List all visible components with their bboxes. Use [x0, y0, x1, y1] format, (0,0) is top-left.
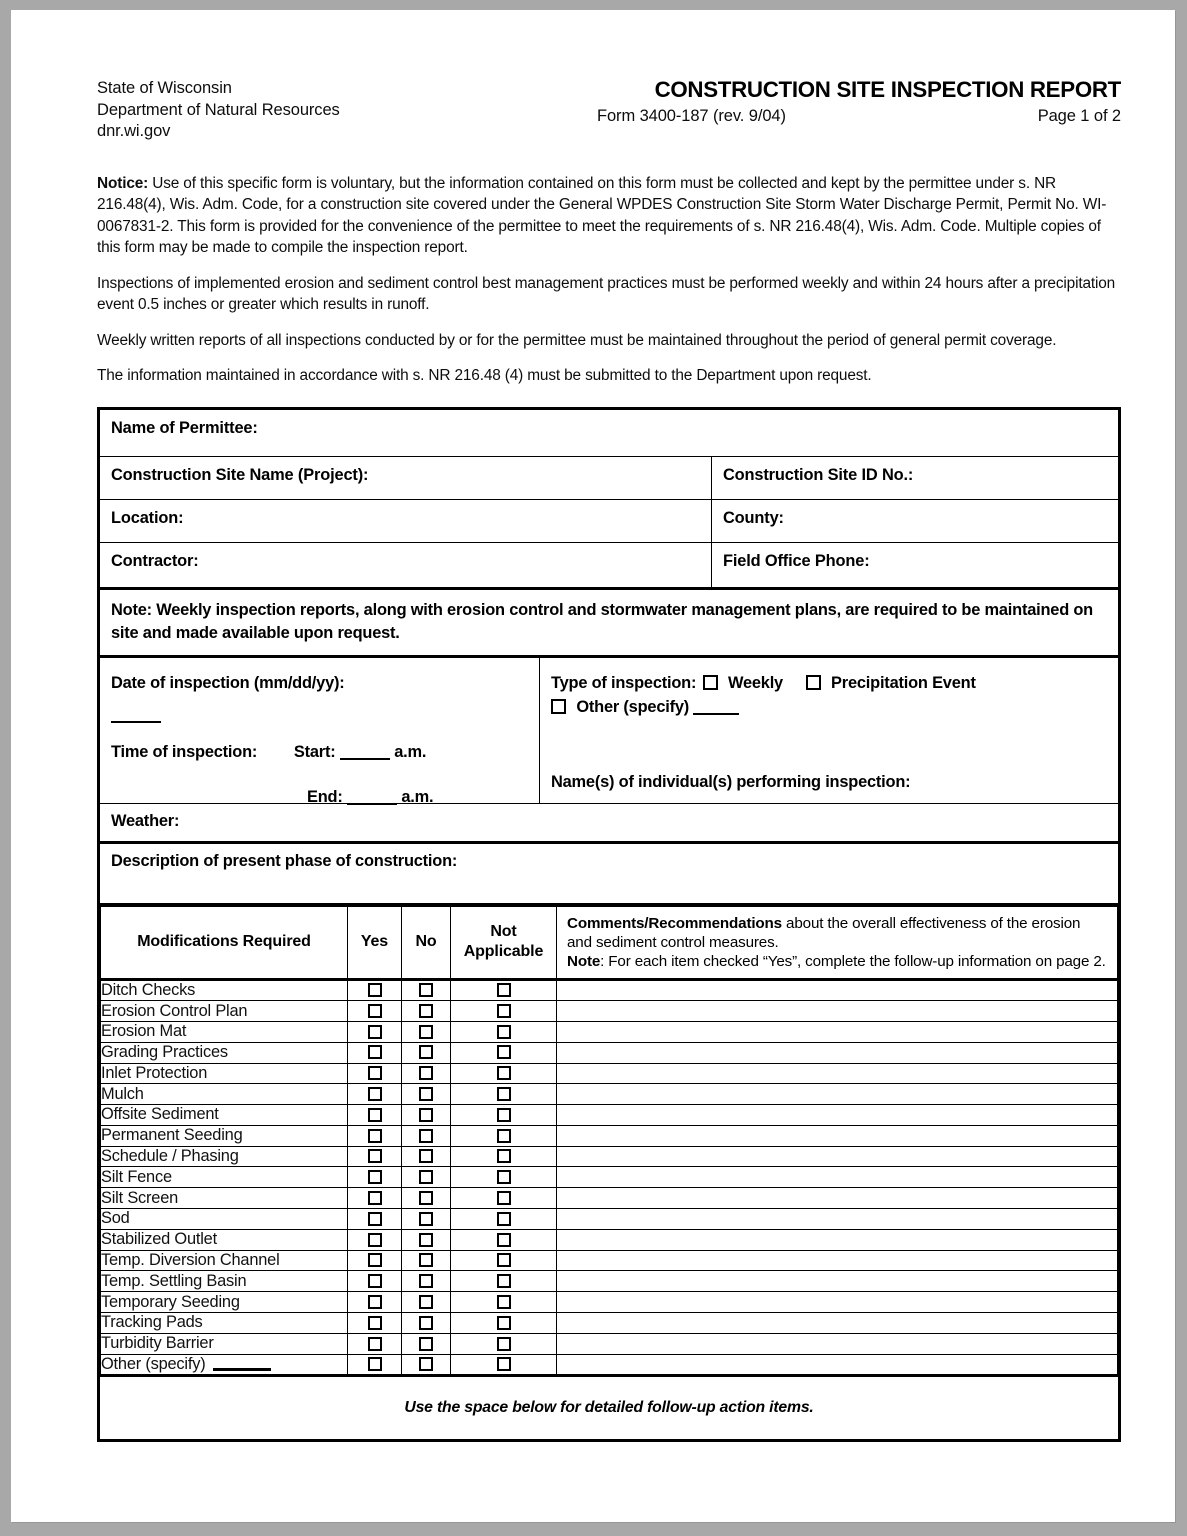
inspection-right-column [540, 658, 1118, 803]
table-row [101, 1209, 1118, 1230]
table-row [101, 1084, 1118, 1105]
checkbox-cell-na[interactable] [451, 1084, 557, 1105]
checkbox-na-icon[interactable] [497, 1337, 511, 1351]
checkbox-na-icon[interactable] [497, 1004, 511, 1018]
table-row [101, 1105, 1118, 1126]
checkbox-cell-no[interactable] [402, 1250, 451, 1271]
checkbox-no-icon[interactable] [419, 1295, 433, 1309]
row-site-name [100, 457, 1118, 500]
checkbox-cell-no[interactable] [402, 1021, 451, 1042]
comments-cell[interactable] [557, 1292, 1118, 1313]
type-of-inspection-row [551, 674, 1118, 693]
checkbox-yes-icon[interactable] [368, 1149, 382, 1163]
checkbox-na-icon[interactable] [497, 1170, 511, 1184]
row-permittee [100, 410, 1118, 457]
checkbox-cell-yes[interactable] [348, 1167, 402, 1188]
header-na-line1: Not [490, 923, 517, 941]
table-row [101, 1146, 1118, 1167]
checkbox-yes-icon[interactable] [368, 1191, 382, 1205]
notice-label: Notice: [97, 174, 149, 192]
checkbox-na-icon[interactable] [497, 1149, 511, 1163]
checkbox-no-icon[interactable] [419, 1191, 433, 1205]
comments-cell[interactable] [557, 1146, 1118, 1167]
agency-department: Department of Natural Resources [97, 100, 340, 119]
checkbox-yes-icon[interactable] [368, 1108, 382, 1122]
checkbox-no-icon[interactable] [419, 1274, 433, 1288]
table-row [101, 1167, 1118, 1188]
agency-state: State of Wisconsin [97, 79, 232, 97]
checkbox-cell-yes[interactable] [348, 1209, 402, 1230]
checkbox-no-icon[interactable] [419, 1357, 433, 1371]
checkbox-yes-icon[interactable] [368, 983, 382, 997]
row-label: Temp. Settling Basin [101, 1271, 348, 1292]
checkbox-cell-na[interactable] [451, 1188, 557, 1209]
header-comments-recommendations [557, 906, 1118, 980]
notice-paragraph-3: Weekly written reports of all inspections conducted by or for the permittee must be maintained throughout the period of general permit coverage. [97, 331, 1057, 349]
field-names-performing-inspection[interactable]: Name(s) of individual(s) performing inspection: [551, 772, 911, 791]
row-label: Silt Screen [101, 1188, 348, 1209]
form-meta [597, 107, 1121, 126]
checkbox-cell-yes[interactable] [348, 1292, 402, 1313]
field-weather[interactable] [100, 804, 1118, 844]
checkbox-yes-icon[interactable] [368, 1025, 382, 1039]
label-time-of-inspection: Time of inspection: [111, 742, 258, 761]
checkbox-yes-icon[interactable] [368, 1295, 382, 1309]
checkbox-na-icon[interactable] [497, 983, 511, 997]
checkbox-cell-yes[interactable] [348, 1188, 402, 1209]
notice-paragraph-2: Inspections of implemented erosion and sediment control best management practices must be performed weekly and within 24 hours after a precipitation event 0.5 inches or greater which results in runoff. [97, 274, 1116, 313]
checkbox-no-icon[interactable] [419, 1087, 433, 1101]
checkbox-cell-no[interactable] [402, 1105, 451, 1126]
comments-cell[interactable] [557, 1105, 1118, 1126]
row-label: Stabilized Outlet [101, 1229, 348, 1250]
comments-cell[interactable] [557, 1125, 1118, 1146]
modifications-required-table [100, 906, 1118, 1377]
table-row [101, 1125, 1118, 1146]
followup-note: Use the space below for detailed follow-up action items. [404, 1398, 814, 1416]
label-start: Start: [293, 742, 336, 761]
checkbox-cell-yes[interactable] [348, 1063, 402, 1084]
table-row [101, 980, 1118, 1001]
table-row [101, 1042, 1118, 1063]
table-header-row [101, 906, 1118, 980]
comments-cell[interactable] [557, 1313, 1118, 1334]
checkbox-na-icon[interactable] [497, 1274, 511, 1288]
checkbox-cell-no[interactable] [402, 1209, 451, 1230]
checkbox-yes-icon[interactable] [368, 1233, 382, 1247]
header-yes: Yes [348, 906, 402, 980]
checkbox-cell-na[interactable] [451, 1313, 557, 1334]
checkbox-na-icon[interactable] [497, 1129, 511, 1143]
checkbox-cell-na[interactable] [451, 1021, 557, 1042]
header-comments-rest: about the overall effectiveness of the erosion and sediment control measures. [567, 914, 1081, 951]
checkbox-cell-na[interactable] [451, 1125, 557, 1146]
checkbox-cell-no[interactable] [402, 1167, 451, 1188]
checkbox-yes-icon[interactable] [368, 1316, 382, 1330]
checkbox-na-icon[interactable] [497, 1066, 511, 1080]
checkbox-cell-yes[interactable] [348, 1021, 402, 1042]
other-specify-blank[interactable] [693, 713, 739, 715]
field-description-of-phase[interactable] [100, 844, 1118, 906]
row-label: Offsite Sediment [101, 1105, 348, 1126]
row-label: Erosion Mat [101, 1021, 348, 1042]
notice-block [97, 173, 1121, 387]
comments-cell[interactable] [557, 1167, 1118, 1188]
checkbox-cell-yes[interactable] [348, 1354, 402, 1375]
row-contractor [100, 543, 1118, 590]
checkbox-cell-yes[interactable] [348, 1250, 402, 1271]
notice-text-1: Use of this specific form is voluntary, but the information contained on this form must be collected and kept by the permittee under s. NR 216.48(4), Wis. Adm. Code, for a construction site covered under the General WPDES Construction Site Storm Water Discharge Permit, Permit No. WI-0067831-2. This form is provided for the convenience of the permittee to meet the requirements of s. NR 216.48(4), Wis. Adm. Code. Multiple copies of this form may be made to compile the inspection report. [97, 174, 1107, 256]
row-label: Grading Practices [101, 1042, 348, 1063]
checkbox-cell-yes[interactable] [348, 1146, 402, 1167]
label-end-ampm: a.m. [401, 787, 434, 806]
field-name-of-permittee[interactable]: Name of Permittee: [111, 418, 258, 437]
checkbox-no-icon[interactable] [419, 1025, 433, 1039]
checkbox-na-icon[interactable] [497, 1087, 511, 1101]
note-text: Note: Weekly inspection reports, along with erosion control and stormwater management plans, are required to be maintained on site and made available upon request. [111, 600, 1093, 642]
comments-cell[interactable] [557, 1333, 1118, 1354]
checkbox-yes-icon[interactable] [368, 1274, 382, 1288]
label-other-specify: Other (specify) [576, 697, 690, 716]
checkbox-na-icon[interactable] [497, 1316, 511, 1330]
row-label: Sod [101, 1209, 348, 1230]
checkbox-cell-no[interactable] [402, 1042, 451, 1063]
checkbox-na-icon[interactable] [497, 1045, 511, 1059]
comments-cell[interactable] [557, 1271, 1118, 1292]
label-precipitation-event: Precipitation Event [831, 673, 976, 692]
header-not-applicable [451, 906, 557, 980]
label-weather: Weather: [111, 811, 180, 830]
checkbox-cell-yes[interactable] [348, 1105, 402, 1126]
table-row [101, 1229, 1118, 1250]
end-time-blank[interactable] [347, 803, 397, 805]
table-row [101, 1271, 1118, 1292]
row-label: Inlet Protection [101, 1063, 348, 1084]
checkbox-no-icon[interactable] [419, 1316, 433, 1330]
comments-cell[interactable] [557, 1084, 1118, 1105]
checkbox-cell-na[interactable] [451, 1271, 557, 1292]
header-modifications-required: Modifications Required [101, 906, 348, 980]
label-type-of-inspection: Type of inspection: [551, 673, 697, 692]
checkbox-cell-no[interactable] [402, 1229, 451, 1250]
checkbox-no-icon[interactable] [419, 1129, 433, 1143]
checkbox-yes-icon[interactable] [368, 1337, 382, 1351]
inspection-details-block [100, 658, 1118, 804]
date-blank[interactable] [111, 721, 161, 723]
checkbox-yes-icon[interactable] [368, 1170, 382, 1184]
comments-cell[interactable] [557, 1250, 1118, 1271]
field-construction-site-name[interactable]: Construction Site Name (Project): [100, 457, 712, 499]
header-comments-note-rest: : For each item checked “Yes”, complete the follow-up information on page 2. [600, 952, 1106, 970]
checkbox-na-icon[interactable] [497, 1295, 511, 1309]
checkbox-na-icon[interactable] [497, 1191, 511, 1205]
table-row [101, 1333, 1118, 1354]
time-of-inspection-row [111, 743, 539, 762]
checkbox-cell-yes[interactable] [348, 1084, 402, 1105]
checkbox-no-icon[interactable] [419, 983, 433, 997]
checkbox-cell-no[interactable] [402, 1292, 451, 1313]
checkbox-cell-na[interactable] [451, 1354, 557, 1375]
header-na-line2: Applicable [463, 943, 544, 961]
checkbox-yes-icon[interactable] [368, 1004, 382, 1018]
checkbox-cell-no[interactable] [402, 1125, 451, 1146]
start-time-blank[interactable] [340, 758, 390, 760]
form-number: Form 3400-187 (rev. 9/04) [597, 107, 786, 125]
checkbox-cell-no[interactable] [402, 1333, 451, 1354]
checkbox-no-icon[interactable] [419, 1170, 433, 1184]
label-start-ampm: a.m. [394, 742, 427, 761]
table-row [101, 1250, 1118, 1271]
row-label: Permanent Seeding [101, 1125, 348, 1146]
row-note [100, 590, 1118, 658]
checkbox-cell-yes[interactable] [348, 1313, 402, 1334]
field-contractor[interactable]: Contractor: [100, 543, 712, 587]
comments-cell[interactable] [557, 1021, 1118, 1042]
field-county[interactable]: County: [723, 508, 784, 527]
comments-cell[interactable] [557, 1001, 1118, 1022]
checkbox-cell-no[interactable] [402, 1188, 451, 1209]
inspection-left-column [100, 658, 540, 806]
checkbox-cell-no[interactable] [402, 1001, 451, 1022]
checkbox-cell-no[interactable] [402, 1146, 451, 1167]
page-content [97, 10, 1121, 1442]
checkbox-cell-na[interactable] [451, 1146, 557, 1167]
checkbox-na-icon[interactable] [497, 1357, 511, 1371]
label-end: End: [307, 787, 343, 806]
notice-paragraph-1 [97, 173, 1121, 259]
notice-paragraph-4: The information maintained in accordance with s. NR 216.48 (4) must be submitted to the Department upon request. [97, 367, 872, 384]
row-label: Ditch Checks [101, 980, 348, 1001]
field-construction-site-id[interactable]: Construction Site ID No.: [723, 465, 914, 484]
checkbox-cell-yes[interactable] [348, 1333, 402, 1354]
table-row [101, 1063, 1118, 1084]
checkbox-precipitation-event[interactable] [806, 675, 821, 690]
label-weekly: Weekly [727, 673, 783, 692]
table-row [101, 1188, 1118, 1209]
header-comments-note-bold: Note [567, 952, 601, 970]
checkbox-weekly[interactable] [703, 675, 718, 690]
checkbox-yes-icon[interactable] [368, 1357, 382, 1371]
checkbox-cell-no[interactable] [402, 1063, 451, 1084]
document-masthead [97, 10, 1121, 143]
agency-website: dnr.wi.gov [97, 122, 171, 140]
checkbox-cell-no[interactable] [402, 1354, 451, 1375]
checkbox-yes-icon[interactable] [368, 1129, 382, 1143]
checkbox-no-icon[interactable] [419, 1149, 433, 1163]
checkbox-no-icon[interactable] [419, 1066, 433, 1080]
field-date-of-inspection[interactable]: Date of inspection (mm/dd/yy): [111, 673, 345, 692]
checkbox-no-icon[interactable] [419, 1212, 433, 1226]
checkbox-na-icon[interactable] [497, 1212, 511, 1226]
checkbox-yes-icon[interactable] [368, 1253, 382, 1267]
row-label: Tracking Pads [101, 1313, 348, 1334]
comments-cell[interactable] [557, 1188, 1118, 1209]
row-label: Temp. Diversion Channel [101, 1250, 348, 1271]
row-label: Mulch [101, 1084, 348, 1105]
row-label: Silt Fence [101, 1167, 348, 1188]
checkbox-cell-no[interactable] [402, 1313, 451, 1334]
row-label: Other (specify) [101, 1354, 348, 1375]
label-description-of-phase: Description of present phase of construction: [111, 851, 458, 870]
comments-cell[interactable] [557, 1063, 1118, 1084]
checkbox-cell-yes[interactable] [348, 980, 402, 1001]
checkbox-cell-na[interactable] [451, 1292, 557, 1313]
checkbox-yes-icon[interactable] [368, 1212, 382, 1226]
table-row [101, 1021, 1118, 1042]
checkbox-cell-na[interactable] [451, 1229, 557, 1250]
checkbox-cell-yes[interactable] [348, 1125, 402, 1146]
row-label: Schedule / Phasing [101, 1146, 348, 1167]
checkbox-cell-yes[interactable] [348, 1042, 402, 1063]
comments-cell[interactable] [557, 1042, 1118, 1063]
page-number: Page 1 of 2 [1037, 107, 1121, 125]
checkbox-no-icon[interactable] [419, 1233, 433, 1247]
checkbox-cell-yes[interactable] [348, 1001, 402, 1022]
checkbox-cell-no[interactable] [402, 980, 451, 1001]
checkbox-cell-no[interactable] [402, 1084, 451, 1105]
table-row [101, 1313, 1118, 1334]
row-label: Turbidity Barrier [101, 1333, 348, 1354]
table-row [101, 1001, 1118, 1022]
agency-block [97, 78, 577, 143]
table-row [101, 1292, 1118, 1313]
type-other-row [551, 698, 1118, 717]
checkbox-no-icon[interactable] [419, 1253, 433, 1267]
table-body [101, 980, 1118, 1376]
checkbox-yes-icon[interactable] [368, 1087, 382, 1101]
table-row [101, 1354, 1118, 1375]
checkbox-other[interactable] [551, 699, 566, 714]
row-location [100, 500, 1118, 543]
checkbox-yes-icon[interactable] [368, 1066, 382, 1080]
checkbox-cell-na[interactable] [451, 1167, 557, 1188]
checkbox-cell-na[interactable] [451, 980, 557, 1001]
comments-cell[interactable] [557, 1209, 1118, 1230]
checkbox-cell-yes[interactable] [348, 1229, 402, 1250]
checkbox-yes-icon[interactable] [368, 1045, 382, 1059]
checkbox-cell-na[interactable] [451, 1001, 557, 1022]
checkbox-cell-na[interactable] [451, 1209, 557, 1230]
checkbox-cell-na[interactable] [451, 1042, 557, 1063]
form-frame [97, 407, 1121, 1442]
other-specify-row-blank[interactable] [213, 1368, 271, 1371]
row-label: Temporary Seeding [101, 1292, 348, 1313]
title-block [577, 78, 1121, 143]
page-title: CONSTRUCTION SITE INSPECTION REPORT [654, 77, 1121, 102]
checkbox-na-icon[interactable] [497, 1253, 511, 1267]
comments-cell[interactable] [557, 980, 1118, 1001]
checkbox-no-icon[interactable] [419, 1004, 433, 1018]
row-label: Erosion Control Plan [101, 1001, 348, 1022]
checkbox-cell-na[interactable] [451, 1333, 557, 1354]
checkbox-no-icon[interactable] [419, 1108, 433, 1122]
checkbox-na-icon[interactable] [497, 1233, 511, 1247]
header-no: No [402, 906, 451, 980]
checkbox-no-icon[interactable] [419, 1337, 433, 1351]
checkbox-cell-no[interactable] [402, 1271, 451, 1292]
comments-cell[interactable] [557, 1354, 1118, 1375]
checkbox-cell-na[interactable] [451, 1105, 557, 1126]
document-page [11, 10, 1175, 1522]
field-location[interactable]: Location: [100, 500, 712, 542]
comments-cell[interactable] [557, 1229, 1118, 1250]
field-field-office-phone[interactable]: Field Office Phone: [723, 551, 870, 570]
checkbox-na-icon[interactable] [497, 1025, 511, 1039]
checkbox-cell-na[interactable] [451, 1250, 557, 1271]
checkbox-cell-na[interactable] [451, 1063, 557, 1084]
checkbox-na-icon[interactable] [497, 1108, 511, 1122]
checkbox-no-icon[interactable] [419, 1045, 433, 1059]
checkbox-cell-yes[interactable] [348, 1271, 402, 1292]
end-time-row [111, 788, 539, 807]
header-comments-bold: Comments/Recommendations [567, 914, 782, 932]
